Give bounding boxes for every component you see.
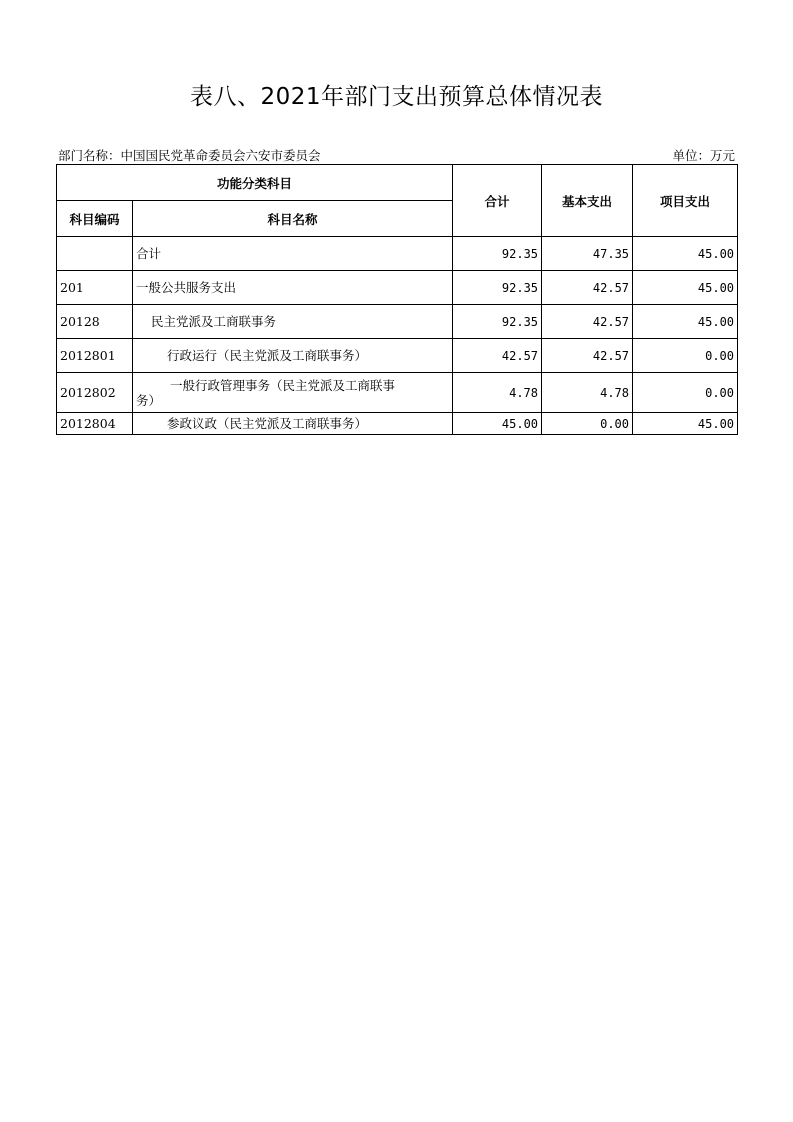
table-row: [57, 413, 738, 435]
cell-project: 45.00: [633, 237, 738, 271]
header-basic-expense: 基本支出: [542, 165, 633, 237]
cell-code: 2012804: [57, 413, 133, 435]
cell-total: 92.35: [453, 305, 542, 339]
cell-name: 一般公共服务支出: [133, 271, 453, 305]
cell-name-line-2: 务）: [136, 392, 162, 408]
cell-basic: 42.57: [542, 271, 633, 305]
cell-total: 4.78: [453, 373, 542, 413]
budget-table: [56, 164, 738, 435]
cell-name: 民主党派及工商联事务: [133, 305, 453, 339]
cell-name: [133, 373, 453, 413]
header-subject-name: 科目名称: [133, 201, 453, 237]
header-row-1: [57, 165, 738, 201]
cell-basic: 4.78: [542, 373, 633, 413]
department-name: 部门名称：中国国民党革命委员会六安市委员会: [58, 148, 321, 163]
cell-total: 92.35: [453, 237, 542, 271]
cell-basic: 0.00: [542, 413, 633, 435]
header-project-expense: 项目支出: [633, 165, 738, 237]
cell-project: 0.00: [633, 373, 738, 413]
unit-label: 单位：万元: [672, 148, 735, 163]
header-total: 合计: [453, 165, 542, 237]
table-row: [57, 373, 738, 413]
cell-code: [57, 237, 133, 271]
page-title: 表八、2021年部门支出预算总体情况表: [189, 84, 604, 110]
cell-code: 2012801: [57, 339, 133, 373]
cell-name-line-1: 一般行政管理事务（民主党派及工商联事: [170, 377, 396, 393]
cell-name: 参政议政（民主党派及工商联事务）: [133, 413, 453, 435]
cell-code: 20128: [57, 305, 133, 339]
cell-basic: 47.35: [542, 237, 633, 271]
cell-code: 2012802: [57, 373, 133, 413]
table-row: [57, 271, 738, 305]
cell-name: 行政运行（民主党派及工商联事务）: [133, 339, 453, 373]
table-row: [57, 237, 738, 271]
cell-code: 201: [57, 271, 133, 305]
cell-project: 45.00: [633, 413, 738, 435]
header-function-category: 功能分类科目: [57, 165, 453, 201]
cell-project: 45.00: [633, 305, 738, 339]
cell-total: 92.35: [453, 271, 542, 305]
cell-total: 42.57: [453, 339, 542, 373]
cell-total: 45.00: [453, 413, 542, 435]
cell-basic: 42.57: [542, 305, 633, 339]
table-row: [57, 305, 738, 339]
cell-project: 0.00: [633, 339, 738, 373]
table-row: [57, 339, 738, 373]
header-subject-code: 科目编码: [57, 201, 133, 237]
cell-basic: 42.57: [542, 339, 633, 373]
cell-name: 合计: [133, 237, 453, 271]
cell-project: 45.00: [633, 271, 738, 305]
